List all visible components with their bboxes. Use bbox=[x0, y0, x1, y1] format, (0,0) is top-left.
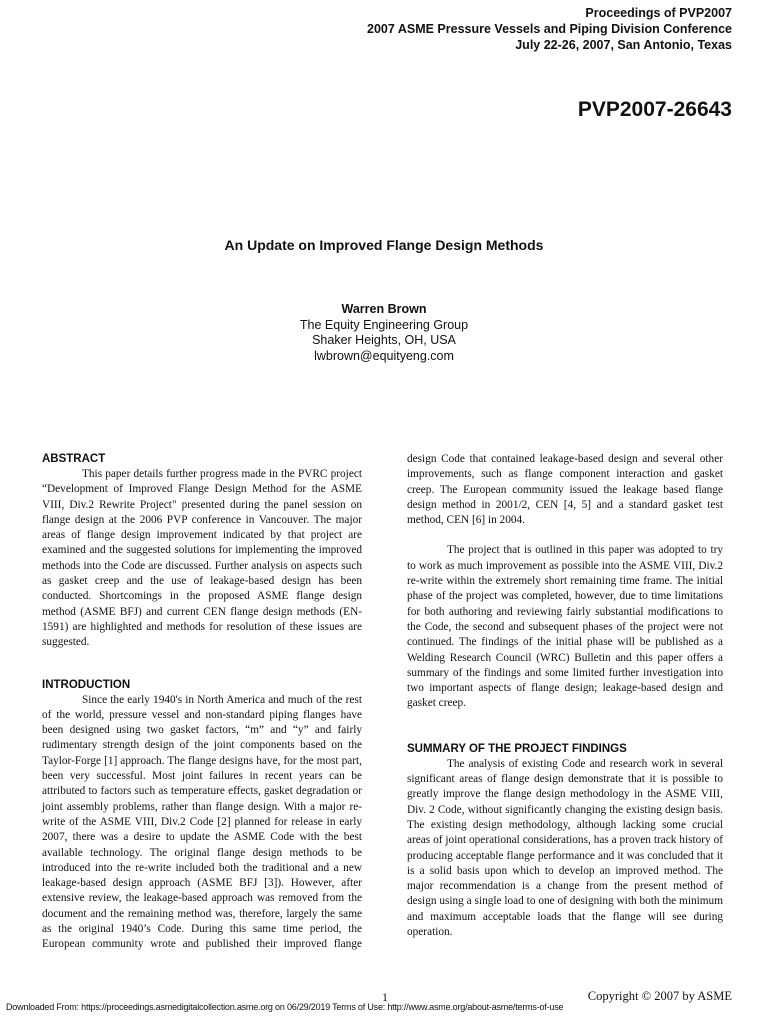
introduction-continuation: design Code that contained leakage-based design and several other improvements, such as flange component interaction and gasket creep. The European community issued the leakage based flange design method in 2001/2, CEN [4, 5] and a standard gasket test method, CEN [6] in 2004. bbox=[407, 453, 723, 527]
date-location-line: July 22-26, 2007, San Antonio, Texas bbox=[515, 38, 732, 52]
author-block bbox=[0, 302, 768, 364]
page-number: 1 bbox=[382, 990, 388, 1004]
download-notice: Downloaded From: https://proceedings.asmedigitalcollection.asme.org on 06/29/2019 Terms of Use: http://www.asme.org/about-asme/terms-of-use bbox=[6, 1002, 564, 1012]
right-column bbox=[407, 452, 723, 940]
conference-header bbox=[367, 5, 732, 53]
proceedings-line: Proceedings of PVP2007 bbox=[585, 6, 732, 20]
author-name: Warren Brown bbox=[341, 302, 427, 316]
introduction-paragraph-2: The project that is outlined in this paper was adopted to try to work as much improvement as possible into the ASME VIII, Div.2 re-write within the extremely short remaining time frame. The initial phase of the project was completed, however, due to time limitations for both authoring and reviewing fairly substantial modifications to the Code, the second and subsequent phases of the project were not continued. The findings of the initial phase will be published as a Welding Research Council (WRC) Bulletin and this paper offers a summary of the findings and some limited further investigation into two important aspects of flange design; leakage-based design and gasket creep. bbox=[407, 544, 723, 710]
conference-line: 2007 ASME Pressure Vessels and Piping Division Conference bbox=[367, 22, 732, 36]
abstract-text: This paper details further progress made in the PVRC project “Development of Improved Flange Design Method for the ASME VIII, Div.2 Rewrite Project" presented during the panel session on flange design at the 2006 PVP conference in Vancouver. The major areas of flange design improvement indicated by that project are examined and the suggested solutions for implementing the improved methods into the Code are discussed. Further analysis on aspects such as gasket creep and the use of leakage-based design has been conducted. Shortcomings in the proposed ASME flange design method (ASME BFJ) and current CEN flange design methods (EN-1591) are highlighted and methods for resolution of these issues are suggested. bbox=[42, 468, 362, 649]
summary-text: The analysis of existing Code and research work in several significant areas of flange design demonstrate that it is possible to greatly improve the flange design methodology in the ASME VIII, Div. 2 Code, without significantly changing the existing design basis. The existing design methodology, although lacking some crucial areas of joint operational considerations, has a proven track history of producing acceptable flange performance and it was concluded that it is a solid basis upon which to develop an improved method. The major recommendation is a change from the present method of design using a single load to one of designing with both the minimum and maximum acceptable loads that the flange will see during operation. bbox=[407, 757, 723, 939]
author-affiliation: The Equity Engineering Group bbox=[299, 317, 469, 332]
paper-id: PVP2007-26643 bbox=[577, 98, 732, 121]
author-email: lwbrown@equityeng.com bbox=[314, 348, 454, 363]
summary-heading: SUMMARY OF THE PROJECT FINDINGS bbox=[407, 742, 627, 755]
introduction-heading: INTRODUCTION bbox=[42, 678, 131, 691]
paper-title: An Update on Improved Flange Design Methods bbox=[224, 237, 544, 253]
left-column bbox=[42, 452, 362, 953]
abstract-heading: ABSTRACT bbox=[42, 453, 106, 465]
author-location: Shaker Heights, OH, USA bbox=[312, 333, 456, 347]
copyright: Copyright © 2007 by ASME bbox=[587, 989, 732, 1003]
introduction-text: Since the early 1940's in North America and much of the rest of the world, pressure vessel and non-standard piping flanges have been designed using two gasket factors, “m” and “y” and fairly rudimentary strength design of the joint components based on the Taylor-Forge [1] approach. The flange designs have, for the most part, been very successful. Most joint failures in recent years can be attributed to factors such as temperature effects, gasket degradation or joint assembly problems, rather than flange design. With a major re-write of the ASME VIII, Div.2 Code [2] planned for release in early 2007, there was a desire to update the ASME Code with the best available technology. The original flange design methods to be introduced into the re-write included both the traditional and a new leakage-based design approach (ASME BFJ [3]). However, after extensive review, the leakage-based approach was removed from the document and the remaining method was, therefore, largely the same as the original 1940’s Code. During this same time period, the European community wrote and published their improved flange bbox=[42, 693, 362, 951]
